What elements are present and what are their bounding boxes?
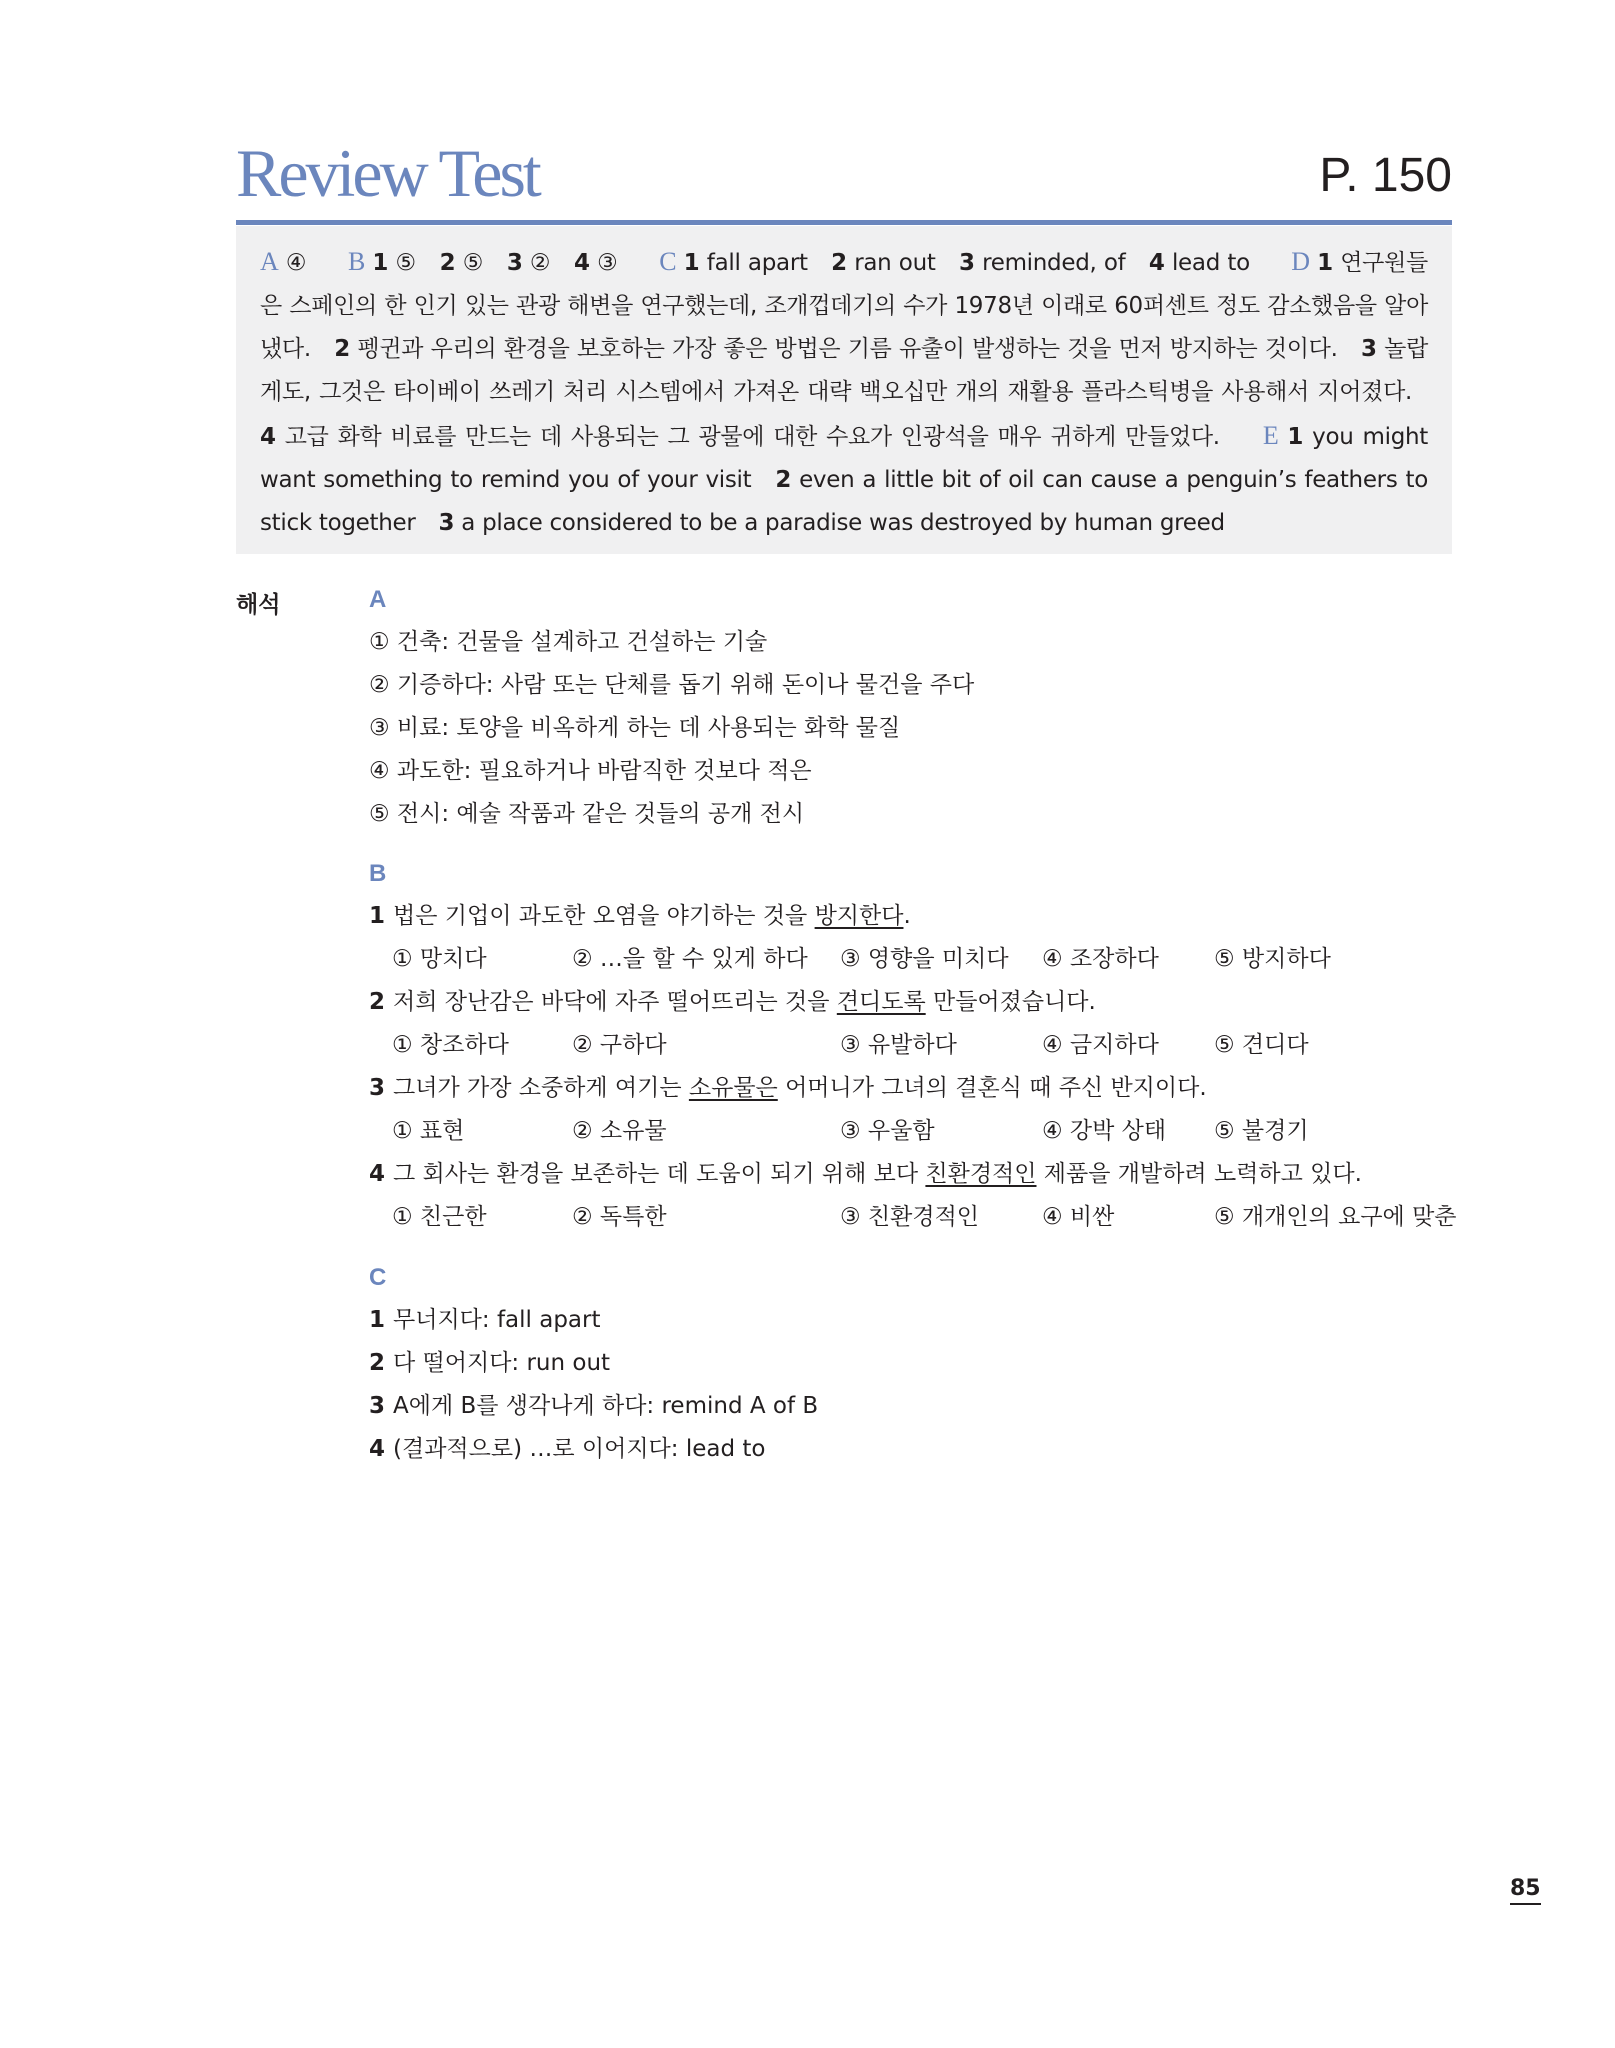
sentence-part: 어머니가 그녀의 결혼식 때 주신 반지이다. (777, 1075, 1207, 1101)
option: ③ 친환경적인 (840, 1204, 980, 1230)
option: ② 독특한 (572, 1204, 667, 1230)
definition-item: ⑤ 전시: 예술 작품과 같은 것들의 공개 전시 (369, 801, 805, 827)
underlined-word: 소유물은 (688, 1075, 778, 1101)
sentence-part: 그 회사는 환경을 보존하는 데 도움이 되기 위해 보다 (393, 1161, 926, 1187)
option-row (392, 1029, 1462, 1061)
answer-d-num: 3 (1361, 336, 1377, 362)
answer-c-value: reminded, of (982, 250, 1126, 276)
option: ② 소유물 (572, 1118, 667, 1144)
answer-c-value: fall apart (706, 250, 808, 276)
option: ⑤ 불경기 (1214, 1118, 1309, 1144)
item-number: 4 (369, 1436, 386, 1462)
underlined-word: 견디도록 (836, 989, 926, 1015)
option: ① 창조하다 (392, 1032, 509, 1058)
phrase-item (369, 1390, 818, 1422)
option: ① 망치다 (392, 946, 487, 972)
option: ③ 영향을 미치다 (840, 946, 1009, 972)
question-number: 3 (369, 1075, 386, 1101)
option: ⑤ 방지하다 (1214, 946, 1331, 972)
item-number: 3 (369, 1393, 386, 1419)
option-row (392, 1201, 1462, 1233)
option: ② …을 할 수 있게 하다 (572, 946, 808, 972)
question-sentence (369, 986, 1096, 1018)
option: ④ 조장하다 (1042, 946, 1159, 972)
sentence-part: 제품을 개발하려 노력하고 있다. (1036, 1161, 1362, 1187)
answer-e-text: you might want something to remind you of your visit (260, 424, 1429, 493)
answer-e-text: a place considered to be a paradise was destroyed by human greed (461, 510, 1225, 536)
header-rule (236, 220, 1452, 225)
page-reference: P. 150 (1319, 149, 1452, 202)
option-row (392, 943, 1462, 975)
phrase-item (369, 1304, 601, 1336)
question-sentence (369, 1158, 1362, 1190)
definition-item: ④ 과도한: 필요하거나 바람직한 것보다 적은 (369, 758, 812, 784)
answer-section-d-label: D (1291, 247, 1310, 276)
option: ③ 유발하다 (840, 1032, 957, 1058)
definition-item: ② 기증하다: 사람 또는 단체를 돕기 위해 돈이나 물건을 주다 (369, 672, 975, 698)
answer-e-text: even a little bit of oil can cause a penguin’s feathers to stick together (260, 467, 1428, 536)
explanation-label: 해석 (236, 592, 281, 618)
underlined-word: 친환경적인 (925, 1161, 1037, 1187)
answer-section-c-label: C (659, 247, 677, 276)
phrase-text: (결과적으로) …로 이어지다: lead to (393, 1436, 766, 1462)
phrase-item (369, 1433, 765, 1465)
answer-e-num: 1 (1287, 424, 1304, 450)
explanation-section-a-label: A (369, 586, 387, 613)
answer-b-num: 2 (439, 250, 456, 276)
answer-e-num: 2 (775, 467, 792, 493)
answer-d-num: 1 (1317, 250, 1333, 276)
definition-item: ① 건축: 건물을 설계하고 건설하는 기술 (369, 629, 768, 655)
answer-c-value: lead to (1171, 250, 1250, 276)
answer-b-num: 3 (506, 250, 523, 276)
explanation-section-c-label: C (369, 1264, 387, 1291)
page-number: 85 (1510, 1876, 1541, 1905)
phrase-text: 무너지다: fall apart (393, 1307, 601, 1333)
option: ④ 비싼 (1042, 1204, 1115, 1230)
sentence-part: . (903, 903, 911, 929)
answer-c-num: 3 (958, 250, 975, 276)
sentence-part: 저희 장난감은 바닥에 자주 떨어뜨리는 것을 (393, 989, 837, 1015)
phrase-item (369, 1347, 610, 1379)
answer-a: ④ (285, 250, 307, 276)
answer-d-text: 놀랍게도, 그것은 타이베이 쓰레기 처리 시스템에서 가져온 대략 백오십만 개의 재활용 플라스틱병을 사용해서 지어졌다. (260, 336, 1428, 405)
item-number: 1 (369, 1307, 386, 1333)
answer-c-num: 4 (1148, 250, 1165, 276)
phrase-text: 다 떨어지다: run out (393, 1350, 611, 1376)
answer-d-text: 펭귄과 우리의 환경을 보호하는 가장 좋은 방법은 기름 유출이 발생하는 것을 먼저 방지하는 것이다. (357, 336, 1338, 362)
option: ⑤ 견디다 (1214, 1032, 1309, 1058)
option: ① 표현 (392, 1118, 465, 1144)
page-title: Review Test (236, 135, 539, 211)
option: ⑤ 개개인의 요구에 맞춘 (1214, 1204, 1457, 1230)
sentence-part: 그녀가 가장 소중하게 여기는 (393, 1075, 689, 1101)
answer-b-value: ⑤ (395, 250, 417, 276)
question-sentence (369, 1072, 1207, 1104)
option: ① 친근한 (392, 1204, 487, 1230)
underlined-word: 방지한다 (814, 903, 904, 929)
answer-b-value: ⑤ (462, 250, 484, 276)
phrase-text: A에게 B를 생각나게 하다: remind A of B (393, 1393, 819, 1419)
sentence-part: 법은 기업이 과도한 오염을 야기하는 것을 (393, 903, 815, 929)
option: ④ 금지하다 (1042, 1032, 1159, 1058)
answer-c-value: ran out (854, 250, 936, 276)
answer-b-num: 1 (372, 250, 389, 276)
answer-c-num: 2 (831, 250, 847, 276)
explanation-section-b-label: B (369, 860, 387, 887)
answer-d-num: 2 (334, 336, 350, 362)
answer-b-value: ② (529, 250, 551, 276)
question-number: 2 (369, 989, 386, 1015)
answer-e-num: 3 (438, 510, 455, 536)
item-number: 2 (369, 1350, 386, 1376)
answer-b-value: ③ (597, 250, 618, 276)
option: ③ 우울함 (840, 1118, 935, 1144)
answer-d-num: 4 (260, 424, 276, 450)
answer-key-box (236, 226, 1452, 554)
answer-d-text: 고급 화학 비료를 만드는 데 사용되는 그 광물에 대한 수요가 인광석을 매우 귀하게 만들었다. (284, 424, 1220, 450)
answer-section-a-label: A (260, 247, 279, 276)
sentence-part: 만들어졌습니다. (925, 989, 1096, 1015)
answer-c-num: 1 (683, 250, 700, 276)
answer-d-text: 연구원들은 스페인의 한 인기 있는 관광 해변을 연구했는데, 조개껍데기의 수가 1978년 이래로 60퍼센트 정도 감소했음을 알아냈다. (260, 250, 1428, 362)
question-number: 4 (369, 1161, 386, 1187)
question-sentence (369, 900, 911, 932)
definition-item: ③ 비료: 토양을 비옥하게 하는 데 사용되는 화학 물질 (369, 715, 901, 741)
answer-b-num: 4 (574, 250, 590, 276)
option: ② 구하다 (572, 1032, 667, 1058)
answer-section-b-label: B (347, 247, 366, 276)
option: ④ 강박 상태 (1042, 1118, 1167, 1144)
option-row (392, 1115, 1462, 1147)
question-number: 1 (369, 903, 386, 929)
answer-section-e-label: E (1262, 421, 1279, 450)
